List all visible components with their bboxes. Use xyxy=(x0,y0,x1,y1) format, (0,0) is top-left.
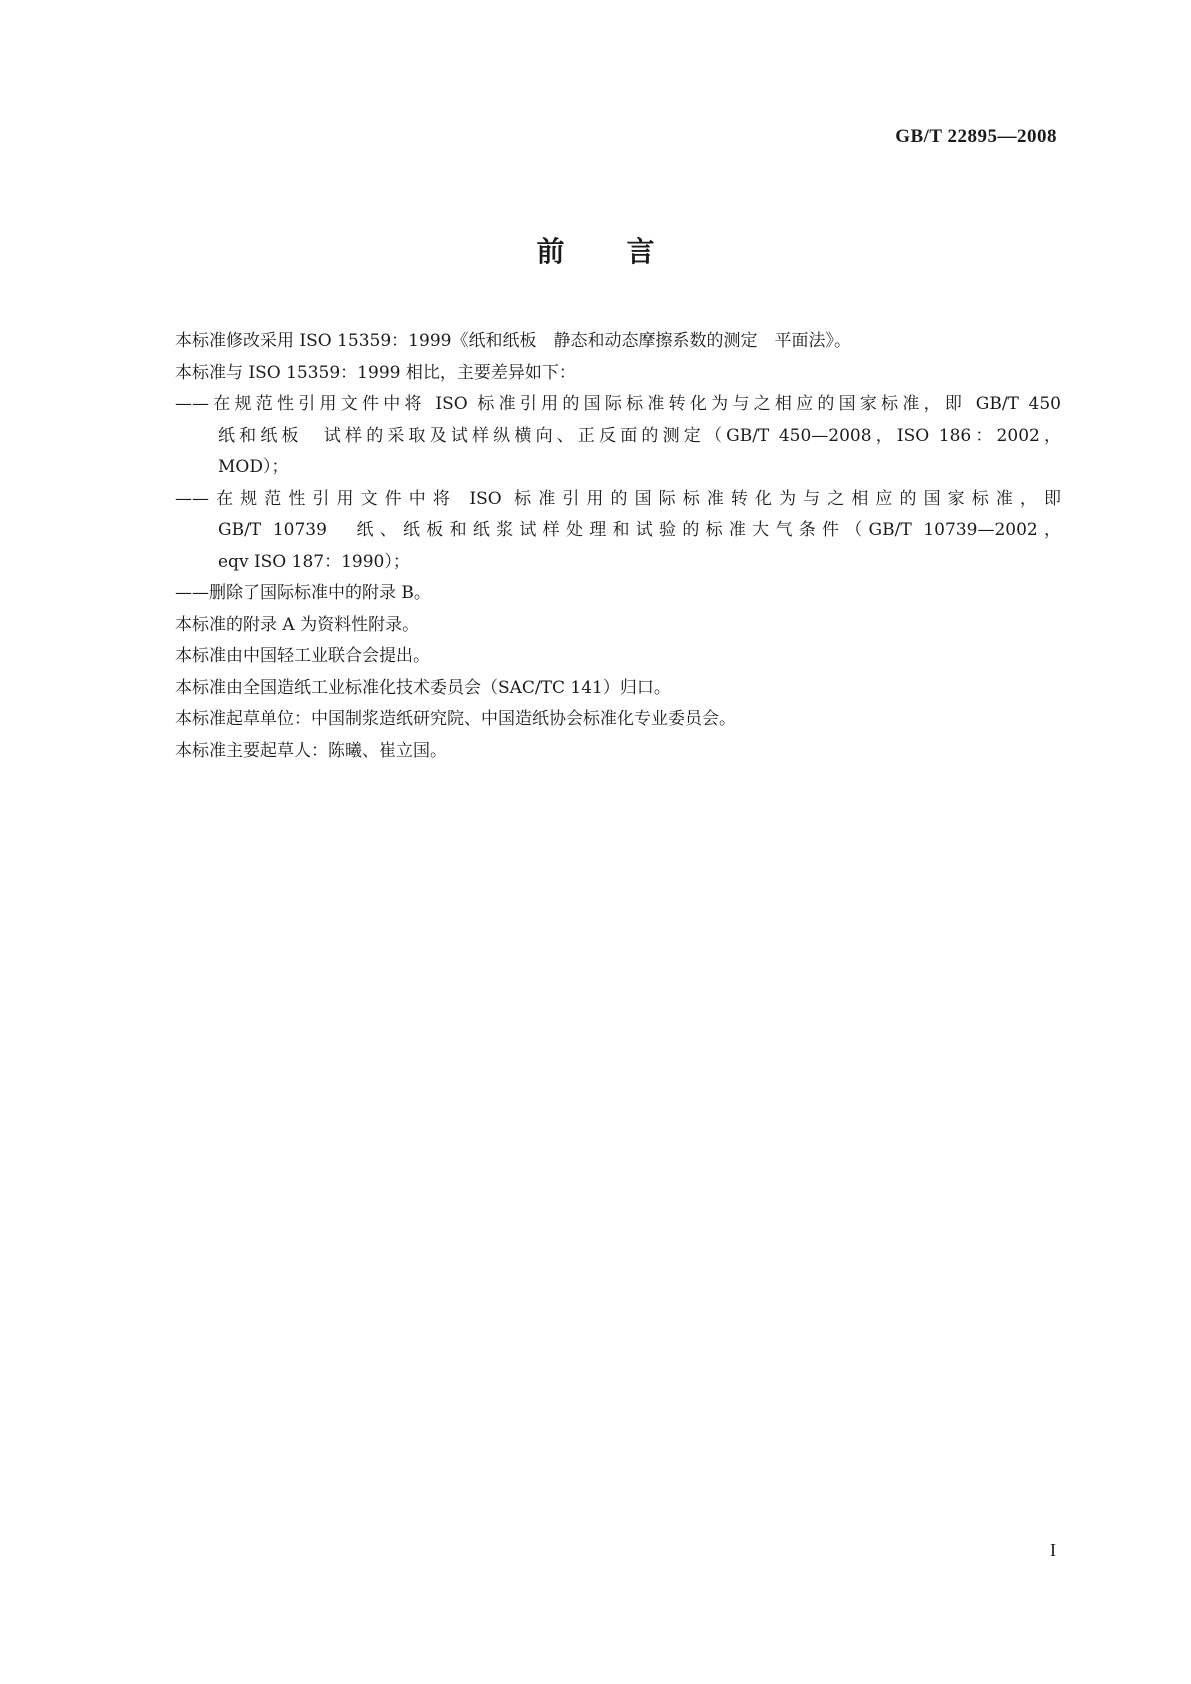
paragraph-annex: 本标准的附录 A 为资料性附录。 xyxy=(175,614,420,635)
page-title: 前言 xyxy=(536,235,717,268)
paragraph-drafting-units: 本标准起草单位：中国制浆造纸研究院、中国造纸协会标准化专业委员会。 xyxy=(175,709,736,729)
list-item-line: 纸和纸板 试样的采取及试样纵横向、正反面的测定（GB/T 450—2008，ISO 186：2002， xyxy=(218,425,1061,446)
paragraph-drafters: 本标准主要起草人：陈曦、崔立国。 xyxy=(175,740,447,761)
foreword-body xyxy=(175,326,1061,767)
paragraph-proposer: 本标准由中国轻工业联合会提出。 xyxy=(175,646,430,666)
list-item-line: GB/T 10739 纸、纸板和纸浆试样处理和试验的标准大气条件（GB/T 10739—2002， xyxy=(218,520,1061,540)
paragraph-technical-committee: 本标准由全国造纸工业标准化技术委员会（SAC/TC 141）归口。 xyxy=(175,677,671,698)
list-item-line: MOD）； xyxy=(218,457,289,477)
list-item-difference-2 xyxy=(175,484,1061,579)
document-number: GB/T 22895—2008 xyxy=(895,126,1057,147)
list-item-line: ——删除了国际标准中的附录 B。 xyxy=(175,583,431,603)
list-item-difference-1 xyxy=(175,389,1061,484)
list-item-line: ——在规范性引用文件中将 ISO 标准引用的国际标准转化为与之相应的国家标准，即 GB/T 450 xyxy=(175,394,1061,414)
list-item-difference-3 xyxy=(175,578,1061,610)
page-number: I xyxy=(1050,1540,1056,1560)
list-item-line: ——在规范性引用文件中将 ISO 标准引用的国际标准转化为与之相应的国家标准，即 xyxy=(175,488,1061,509)
list-item-line: eqv ISO 187：1990）； xyxy=(218,551,410,572)
paragraph-differences-intro: 本标准与 ISO 15359：1999 相比，主要差异如下： xyxy=(175,362,576,383)
paragraph-adoption: 本标准修改采用 ISO 15359：1999《纸和纸板 静态和动态摩擦系数的测定 平面法》。 xyxy=(175,331,851,351)
